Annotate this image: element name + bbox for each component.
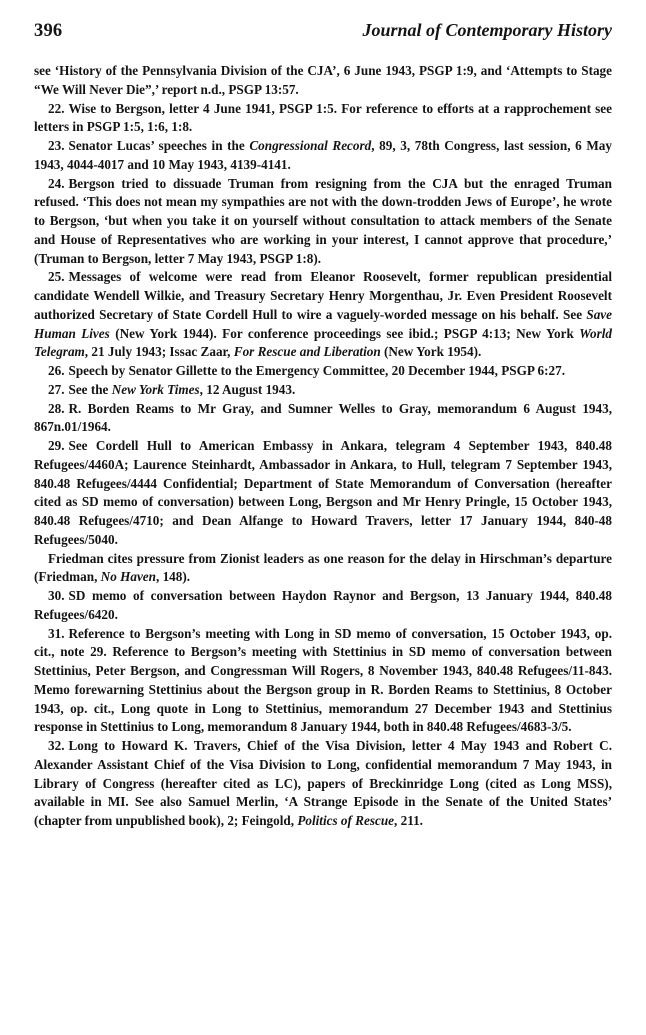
note-text: See Cordell Hull to American Embassy in Ankara, telegram 4 September 1943, 840.48 Refugees/4460A; Laurence Steinhardt, Ambassador in Ankara, to Hull, telegram 7 September 1943, 840.48 Refugees/4444 Confidential; Department of State Memorandum of Conversation (hereafter cited as SD memo of conversation) between Long, Bergson and Mr Henry Pringle, 15 October 1943, 840.48 Refugees/4710; and Dean Alfange to Howard Travers, letter 17 January 1944, 840-48 Refugees/5040. (34, 438, 612, 547)
journal-title: Journal of Contemporary History (362, 20, 612, 40)
endnote-number: 32. (48, 738, 65, 753)
note-text: Reference to Bergson’s meeting with Long in SD memo of conversation, 15 October 1943, op. cit., note 29. Reference to Bergson’s meeting with Stettinius in SD memo of conversation between Stettinius, Peter Bergson, and Congressman Will Rogers, 8 November 1943, 840.48 Refugees/11-843. Memo forewarning Stettinius about the Bergson group in R. Borden Reams to Stettinius, 8 October 1943, op. cit., Long quote in Long to Stettinius, memorandum 27 December 1943 and Stettinius response in Stettinius to Long, memorandum 8 January 1944, both in 840.48 Refugees/4683-3/5. (34, 625, 612, 735)
note-text: , 148). (155, 569, 191, 585)
endnote-continuation (34, 62, 612, 100)
note-text: , 89, 3, 78th Congress, last session, 6 May 1943, 4044-4017 and 10 May 1943, 4139-4141. (34, 138, 612, 172)
endnote-26 (34, 362, 612, 381)
note-text: (New York 1944). For conference proceedings see ibid.; PSGP 4:13; New York (109, 325, 580, 341)
note-text: R. Borden Reams to Mr Gray, and Sumner Welles to Gray, memorandum 6 August 1943, 867n.01/1964. (34, 400, 612, 435)
endnote-number: 24. (48, 175, 65, 191)
italic-title: Politics of Rescue (297, 813, 395, 828)
italic-title: New York Times (111, 381, 200, 397)
endnote-31 (34, 625, 612, 738)
page (34, 20, 612, 831)
italic-title: Save Human Lives (34, 306, 612, 341)
endnote-number: 22. (48, 100, 65, 116)
endnotes-list (34, 62, 612, 831)
page-number: 396 (34, 21, 63, 41)
endnote-continuation (34, 550, 612, 588)
endnote-number: 26. (48, 363, 65, 378)
note-text: Friedman cites pressure from Zionist leaders as one reason for the delay in Hirschman’s departure (Friedman, (34, 550, 612, 585)
endnote-24 (34, 175, 612, 269)
note-text: Messages of welcome were read from Eleanor Roosevelt, former republican presidential candidate Wendell Wilkie, and Treasury Secretary Henry Morgenthau, Jr. Even President Roosevelt authorized Secretary of State Cordell Hull to wire a vaguely-worded message on his behalf. See (34, 269, 612, 322)
endnote-number: 25. (48, 269, 65, 285)
note-text: , 12 August 1943. (199, 381, 296, 397)
note-text: (New York 1954). (380, 344, 482, 360)
endnote-23 (34, 137, 612, 175)
endnote-number: 27. (48, 381, 65, 397)
endnote-30 (34, 587, 612, 625)
note-text: Wise to Bergson, letter 4 June 1941, PSGP 1:5. For reference to efforts at a rapprochement see letters in PSGP 1:5, 1:6, 1:8. (34, 100, 612, 135)
italic-title: Congressional Record (249, 138, 372, 153)
endnote-number: 23. (48, 138, 65, 153)
note-text: Bergson tried to dissuade Truman from resigning from the CJA but the enraged Truman refused. ‘This does not mean my sympathies are not with the down-trodden Jews of Europe’, he wrote to Bergson, ‘but when you take it on yourself without consultation to attack members of the Senate and House of Representatives who are working in your interest, I cannot approve that procedure,’ (Truman to Bergson, letter 7 May 1943, PSGP 1:8). (34, 175, 612, 266)
endnote-28 (34, 400, 612, 438)
endnote-25 (34, 268, 612, 362)
note-text: , 211. (394, 813, 423, 828)
endnote-32 (34, 737, 612, 831)
note-text: , 21 July 1943; Issac Zaar, (84, 344, 234, 360)
italic-title: No Haven (100, 569, 156, 585)
note-text: see ‘History of the Pennsylvania Division of the CJA’, 6 June 1943, PSGP 1:9, and ‘Attempts to Stage “We Will Never Die”,’ report n.d., PSGP 13:57. (34, 63, 612, 97)
endnote-number: 29. (48, 438, 65, 453)
note-text: Speech by Senator Gillette to the Emergency Committee, 20 December 1944, PSGP 6:27. (68, 363, 565, 378)
endnote-27 (34, 381, 612, 400)
endnote-number: 28. (48, 400, 65, 416)
endnote-22 (34, 100, 612, 138)
italic-title: World Telegram (34, 325, 612, 360)
endnote-number: 30. (48, 588, 65, 603)
running-head (34, 20, 612, 54)
endnote-number: 31. (48, 625, 65, 641)
note-text: Long to Howard K. Travers, Chief of the Visa Division, letter 4 May 1943 and Robert C. Alexander Assistant Chief of the Visa Division to Long, confidential memorandum 7 May 1943, in Library of Congress (hereafter cited as LC), papers of Breckinridge Long (cited as Long MSS), available in MI. See also Samuel Merlin, ‘A Strange Episode in the Senate of the United States’ (chapter from unpublished book), 2; Feingold, (34, 738, 612, 828)
italic-title: For Rescue and Liberation (233, 344, 381, 360)
note-text: See the (68, 381, 112, 397)
endnote-29 (34, 437, 612, 550)
note-text: Senator Lucas’ speeches in the (68, 138, 250, 153)
note-text: SD memo of conversation between Haydon Raynor and Bergson, 13 January 1944, 840.48 Refugees/6420. (34, 588, 612, 622)
